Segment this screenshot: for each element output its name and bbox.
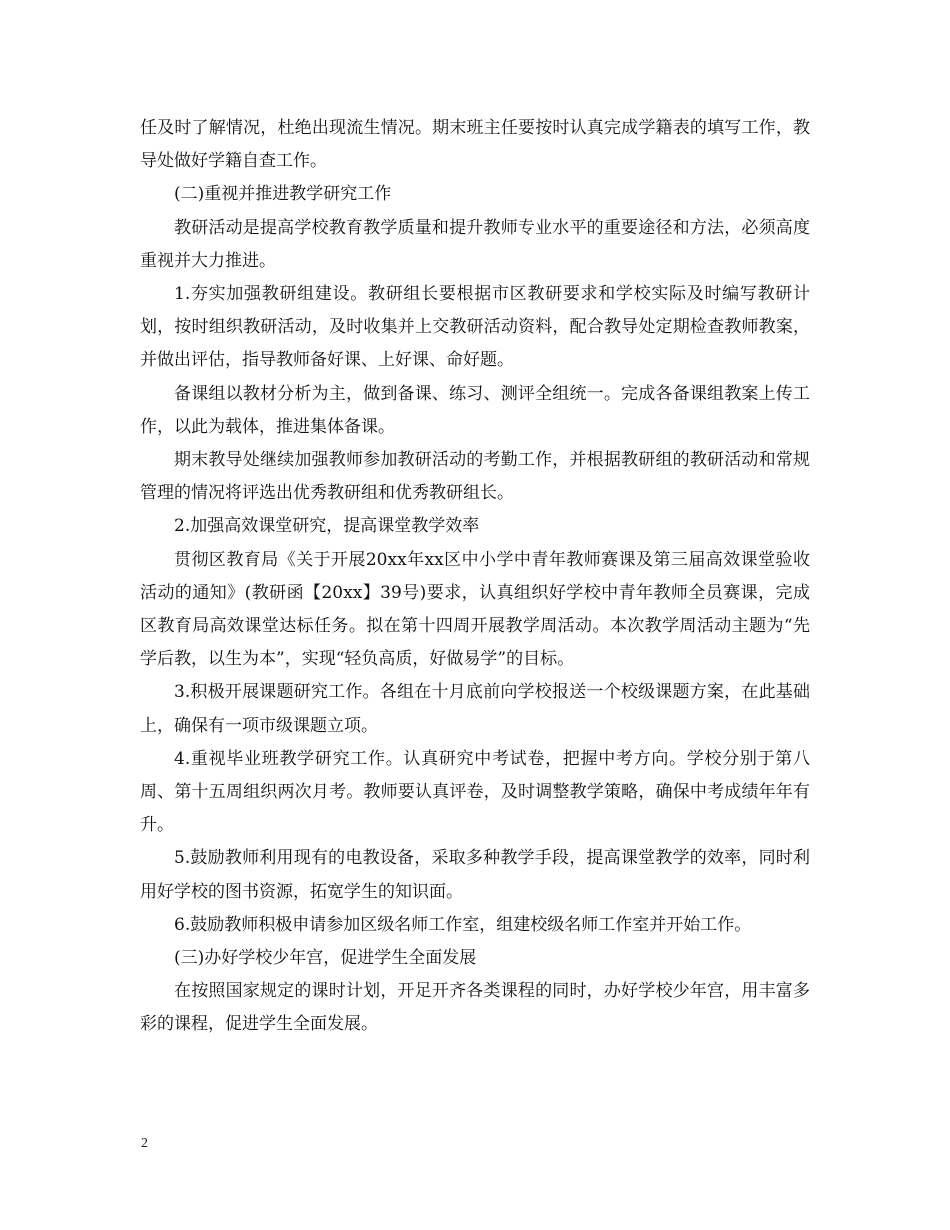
list-item-3: 3.积极开展课题研究工作。各组在十月底前向学校报送一个校级课题方案，在此基础上，确保有一项市级课题立项。 <box>140 682 810 736</box>
paragraph: 贯彻区教育局《关于开展20xx年xx区中小学中青年教师赛课及第三届高效课堂验收活动的通知》(教研函【20xx】39号)要求，认真组织好学校中青年教师全员赛课，完成区教育局高效课堂达标任务。拟在第十四周开展教学周活动。本次教学周活动主题为“先学后教，以生为本”，实现“轻负高质，好做易学”的目标。 <box>140 549 810 670</box>
paragraph: 在按照国家规定的课时计划，开足开齐各类课程的同时，办好学校少年宫，用丰富多彩的课程，促进学生全面发展。 <box>140 981 810 1035</box>
section-heading-3: (三)办好学校少年宫，促进学生全面发展 <box>174 948 477 969</box>
paragraph: 教研活动是提高学校教育教学质量和提升教师专业水平的重要途径和方法，必须高度重视并大力推进。 <box>140 217 810 271</box>
paragraph: 备课组以教材分析为主，做到备课、练习、测评全组统一。完成各备课组教案上传工作，以此为载体，推进集体备课。 <box>140 383 810 437</box>
list-item-6: 6.鼓励教师积极申请参加区级名师工作室，组建校级名师工作室并开始工作。 <box>174 914 752 935</box>
paragraph-continuation: 任及时了解情况，杜绝出现流生情况。期末班主任要按时认真完成学籍表的填写工作，教导处做好学籍自查工作。 <box>140 118 810 172</box>
list-item-2: 2.加强高效课堂研究，提高课堂教学效率 <box>174 516 480 537</box>
paragraph: 期末教导处继续加强教师参加教研活动的考勤工作，并根据教研组的教研活动和常规管理的情况将评选出优秀教研组和优秀教研组长。 <box>140 450 810 504</box>
page-number: 2 <box>141 1136 148 1151</box>
section-heading-2: (二)重视并推进教学研究工作 <box>174 184 392 205</box>
list-item-4: 4.重视毕业班教学研究工作。认真研究中考试卷，把握中考方向。学校分别于第八周、第十五周组织两次月考。教师要认真评卷，及时调整教学策略，确保中考成绩年年有升。 <box>140 748 810 836</box>
document-body <box>140 112 810 1042</box>
list-item-5: 5.鼓励教师利用现有的电教设备，采取多种教学手段，提高课堂教学的效率，同时利用好学校的图书资源，拓宽学生的知识面。 <box>140 848 810 902</box>
list-item-1: 1.夯实加强教研组建设。教研组长要根据市区教研要求和学校实际及时编写教研计划，按时组织教研活动，及时收集并上交教研活动资料，配合教导处定期检查教师教案，并做出评估，指导教师备好课、上好课、命好题。 <box>140 284 810 371</box>
